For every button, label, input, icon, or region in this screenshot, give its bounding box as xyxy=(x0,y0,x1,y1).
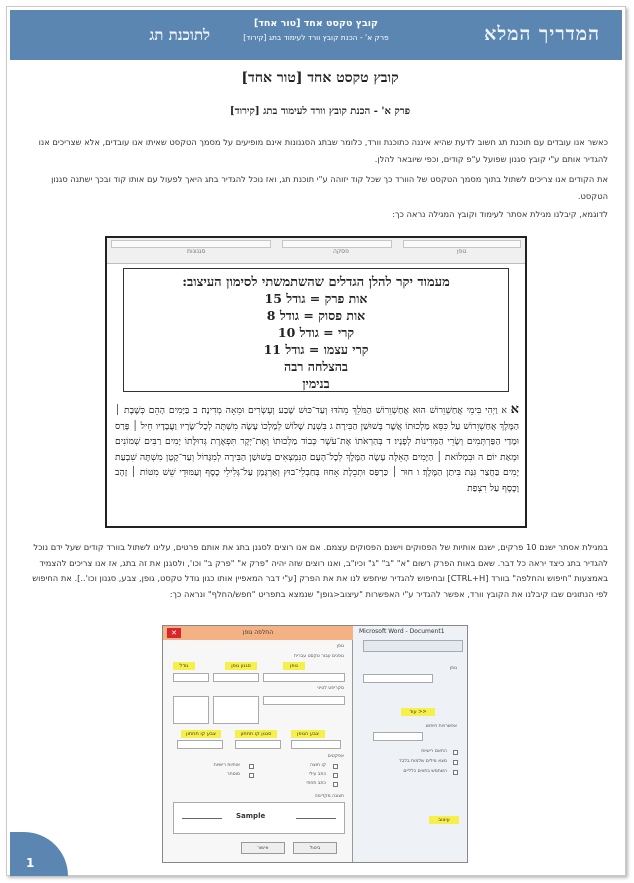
whole-words-checkbox[interactable] xyxy=(453,760,458,765)
latin-style-list[interactable] xyxy=(213,696,259,724)
paragraph-chapters: במגילת אסתר ישנם 10 פרקים, ישנם אותיות של הפסוקים וישנם הפסוקים עצמם. אם אנו רוצים לסגנן בתג את אותם פרטים, עלינו לשתול בוורד קודים שעל ידם נוכל להגדיר בתג כיצד יראה כל דבר. שאם באות הפרק רשום "א" "ב" "ג" וכיו"ב, ואנו רוצים שזה יהיה "פרק א" "פרק ב" וכו', ולסגנן את זה בתג, אז אנו צריכים להצמיד באמצעות "חיפוש והחלפה" בוורד [CTRL+H] ובחיפוש להגדיר שיחפש לנו את את הפרק [ע"י דבר המאפיין אותו כגון גודל טקסט, גופן, צבע, סגנון וכו'..]. את החיפוש לפי הנתונים שבו קיבלנו את הקובץ וורד, אפשר להגדיר ע"י האפשרות "עיצוב<גופן" שנמצא בתפריט "חפש/החלף" ונראה כך: xyxy=(32,542,608,599)
header-center-title: קובץ טקסט אחד [טור אחד] xyxy=(253,18,379,29)
paragraph-intro: כאשר אנו עובדים עם תוכנת תג חשוב לדעת שהיא איננה כתוכנת וורד, כלומר שבתג הסגנונות אינם מופיעים על מסמך הטקסט שאיתו אנו עובדים, אלא שצריכים אנו להגדיר אותם ע"י קובץ סגנון שפועל ע"פ קודים, וכפי שיובאר להלן. xyxy=(38,137,608,164)
superscript-label: כתב עילי xyxy=(308,772,326,777)
verse-text: א וַיְהִי בִּימֵי אֲחַשְׁוֵרוֹשׁ הוּא אֲחַשְׁוֵרוֹשׁ הַמֹּלֵךְ מֵהֹדּוּ וְעַד־כּוּשׁ שֶׁבַע וְעֶשְׂרִים וּמֵאָה מְדִינָה׃ ב בַּיָּמִים הָהֵם כְּשֶׁבֶת ׀ הַמֶּלֶךְ אֲחַשְׁוֵרוֹשׁ עַל כִּסֵּא מַלְכוּתוֹ אֲשֶׁר בְּשׁוּשַׁן הַבִּירָה׃ ג בִּשְׁנַת שָׁלוֹשׁ לְמָלְכוֹ עָשָׂה מִשְׁתֶּה לְכָל־שָׂרָיו וַעֲבָדָיו חֵיל ׀ פָּרַס וּמָדַי הַפַּרְתְּמִים וְשָׂרֵי הַמְּדִינוֹת לְפָנָיו׃ ד בְּהַרְאֹתוֹ אֶת־עֹשֶׁר כְּבוֹד מַלְכוּתוֹ וְאֶת־יְקָר תִּפְאֶרֶת גְּדוּלָּתוֹ יָמִים רַבִּים שְׁמוֹנִים וּמְאַת יוֹם׃ ה וּבִמְלוֹאת ׀ הַיָּמִים הָאֵלֶּה עָשָׂה הַמֶּלֶךְ לְכָל־הָעָם הַנִּמְצְאִים בְּשׁוּשַׁן הַבִּירָה לְמִגָּדוֹל וְעַד־קָטָן מִשְׁתֶּה שִׁבְעַת יָמִים בַּחֲצַר גִּנַּת בִּיתַן הַמֶּלֶךְ׃ ו חוּר ׀ כַּרְפַּס וּתְכֵלֶת אָחוּז בְּחַבְלֵי־בוּץ וְאַרְגָּמָן עַל־גְּלִילֵי כֶסֶף וְעַמּוּדֵי שֵׁשׁ מִטּוֹת ׀ זָהָב וָכֶסֶף עַל רִצְפַת xyxy=(115,405,519,494)
superscript-checkbox[interactable] xyxy=(333,773,338,778)
find-replace-font-screenshot xyxy=(162,625,468,863)
effects-label: אפקטים xyxy=(327,754,344,759)
latin-size-list[interactable] xyxy=(173,696,209,724)
ok-button[interactable]: אישור xyxy=(241,842,285,854)
megillah-text xyxy=(115,402,519,496)
font-color-select[interactable] xyxy=(291,740,341,749)
paragraph-codes: את הקודים אנו צריכים לשתול בתוך מסמך הטקסט של הוורד כך שכל קוד יזוהה ע"י תוכנת תג, ואז נוכל להגדיר בתג היאך לפעול עם אותו קוד ובכך ישתנה סגנון הטקסט. xyxy=(51,174,608,201)
underline-color-highlight: צבע קו תחתון xyxy=(181,730,221,738)
instruction-line: קרי עצמו = גודל 11 xyxy=(263,342,369,357)
instruction-line: קרי = גודל 10 xyxy=(277,325,355,340)
chapter-letter: א xyxy=(510,402,520,417)
ribbon-tab-styles: סגנונות xyxy=(187,248,206,255)
font-highlight: גופן xyxy=(283,662,305,670)
instructions-box xyxy=(123,268,509,392)
instructions-heading: מעמוד יקר להלן הגדלים שהשתמשתי לסימון העיצוב: xyxy=(182,275,450,290)
wildcards-checkbox[interactable] xyxy=(453,770,458,775)
search-direction-select[interactable] xyxy=(373,732,423,741)
font-color-highlight: צבע הגופן xyxy=(291,730,325,738)
header-right-title: המדריך המלא xyxy=(484,23,600,45)
font-select[interactable] xyxy=(263,673,345,682)
instruction-signature: בנימין xyxy=(302,376,330,391)
latin-font-select[interactable] xyxy=(263,696,345,705)
document-title: קובץ טקסט אחד [טור אחד] xyxy=(241,70,399,86)
ribbon-font-group xyxy=(403,240,521,248)
cancel-button[interactable]: ביטול xyxy=(293,842,337,854)
underline-style-select[interactable] xyxy=(235,740,281,749)
search-options-label: אפשרויות חיפוש xyxy=(425,724,457,729)
page-number: 1 xyxy=(26,856,35,870)
size-highlight: גודל xyxy=(173,662,195,670)
font-style-highlight: סגנון גופן xyxy=(225,662,257,670)
format-button-highlight[interactable]: עיצוב xyxy=(429,816,459,824)
preview-sample-text: Sample xyxy=(236,812,266,820)
dialog-title: החלפה גופן xyxy=(163,626,353,640)
header-center-subtitle: פרק א' - הכנת קובץ וורד לעימוד בתג [קירוד] xyxy=(243,33,389,42)
underline-style-highlight: סגנון קו תחתון xyxy=(235,730,277,738)
wildcards-label: השתמש בתווים כלליים xyxy=(403,769,447,774)
instruction-line: בהצלחה רבה xyxy=(284,359,348,374)
preview-line xyxy=(296,818,336,819)
find-input[interactable] xyxy=(363,674,433,683)
match-case-checkbox[interactable] xyxy=(453,750,458,755)
hidden-checkbox[interactable] xyxy=(249,773,254,778)
document-subtitle: פרק א' - הכנת קובץ וורד לעימוד בתג [קירוד] xyxy=(229,106,411,117)
hidden-label: מוסתר xyxy=(227,772,240,777)
more-button-highlight[interactable]: עוד >> xyxy=(401,708,435,716)
size-select[interactable] xyxy=(173,673,209,682)
subscript-checkbox[interactable] xyxy=(333,782,338,787)
preview-line xyxy=(182,818,222,819)
header-left-title: לתוכנת תג xyxy=(149,26,210,44)
hebrew-fonts-label: גופנים עבור טקסט עברית xyxy=(293,654,344,659)
font-tab-label[interactable]: גופן xyxy=(336,644,344,649)
instruction-line: אות פסוק = גודל 8 xyxy=(266,308,366,323)
header-band xyxy=(10,10,622,60)
close-icon[interactable]: ✕ xyxy=(167,628,181,638)
word-screenshot-megillah xyxy=(105,236,527,528)
font-style-select[interactable] xyxy=(213,673,259,682)
paragraph-example: לדוגמא, קיבלנו מגילת אסתר לעימוד וקובץ המגילה נראה כך: xyxy=(392,209,608,219)
ribbon-styles-group xyxy=(111,240,271,248)
instruction-line: אות פרק = גודל 15 xyxy=(264,291,368,306)
match-case-label: התאם רישיות xyxy=(421,749,447,754)
preview-label: תצוגה מקדימה xyxy=(314,794,344,799)
word-window-background xyxy=(353,626,468,863)
ribbon-tab-paragraph: פסקה xyxy=(333,248,349,255)
font-dialog xyxy=(163,626,353,863)
strikethrough-checkbox[interactable] xyxy=(333,764,338,769)
ribbon-paragraph-group xyxy=(282,240,392,248)
whole-words-label: מצא מילים שלמות בלבד xyxy=(399,759,447,764)
all-caps-label: אותיות רישיות xyxy=(213,763,240,768)
word-window-title: Microsoft Word - Document1 xyxy=(359,628,445,635)
all-caps-checkbox[interactable] xyxy=(249,764,254,769)
underline-color-select[interactable] xyxy=(177,740,223,749)
word-ribbon xyxy=(107,238,525,264)
latin-script-label: סקריפט לטיני xyxy=(317,686,344,691)
subscript-label: כתב תחתי xyxy=(306,781,326,786)
strikethrough-label: קו חוצה xyxy=(310,763,326,768)
find-label: גופן xyxy=(449,666,457,671)
header-center xyxy=(210,18,422,42)
word-tabs xyxy=(363,640,463,652)
ribbon-tab-font: גופן xyxy=(457,248,467,255)
preview-box xyxy=(173,802,345,834)
